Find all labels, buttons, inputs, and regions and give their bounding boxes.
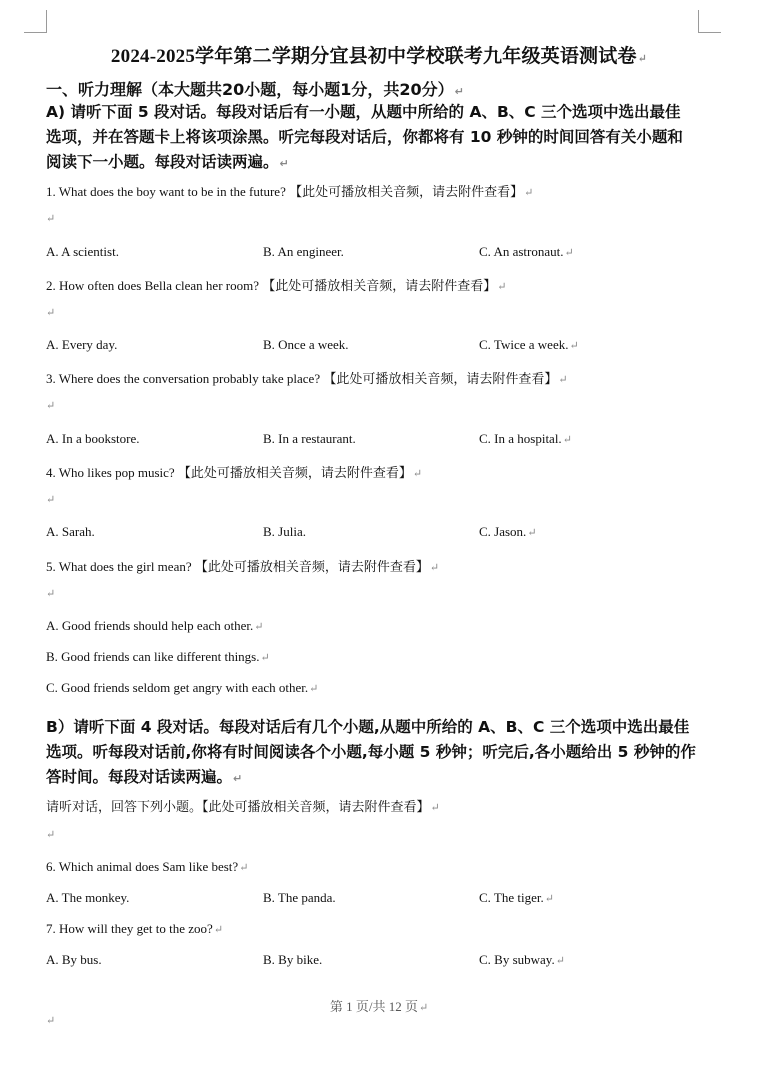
section-heading: 一、听力理解（本大题共20小题，每小题1分，共20分）↵ — [46, 80, 464, 99]
option-c: C. Jason.↵ — [479, 524, 537, 539]
option-a: A. A scientist. — [46, 244, 119, 259]
option-a: A. Every day. — [46, 337, 118, 352]
option-c: C. By subway.↵ — [479, 952, 565, 967]
option-b: B. In a restaurant. — [263, 431, 356, 446]
option-c: C. Good friends seldom get angry with each other.↵ — [46, 680, 319, 695]
crop-mark-top-right — [698, 10, 721, 33]
crop-mark-top-left — [24, 10, 47, 33]
empty-paragraph: ↵ — [46, 1015, 56, 1027]
empty-paragraph: ↵ — [46, 829, 56, 841]
empty-paragraph: ↵ — [46, 400, 56, 412]
option-c: C. Twice a week.↵ — [479, 337, 579, 352]
question-6: 6. Which animal does Sam like best?↵ — [46, 859, 249, 874]
option-b: B. Good friends can like different things.↵ — [46, 649, 270, 664]
page-title: 2024-2025学年第二学期分宜县初中学校联考九年级英语测试卷↵ — [110, 46, 648, 67]
option-a: A. By bus. — [46, 952, 102, 967]
empty-paragraph: ↵ — [46, 307, 56, 319]
option-b: B. Once a week. — [263, 337, 349, 352]
question-4: 4. Who likes pop music? 【此处可播放相关音频，请去附件查看】↵ — [46, 465, 423, 480]
empty-paragraph: ↵ — [46, 494, 56, 506]
page-footer: 第 1 页/共 12 页↵ — [329, 999, 429, 1014]
partA-line-2: 选项，并在答题卡上将该项涂黑。听完每段对话后，你都将有 10 秒钟的时间回答有关小题和 — [46, 128, 683, 146]
partB-instruction: 请听对话，回答下列小题。【此处可播放相关音频，请去附件查看】↵ — [46, 799, 440, 814]
option-c: C. The tiger.↵ — [479, 890, 554, 905]
option-c: C. An astronaut.↵ — [479, 244, 574, 259]
partA-line-3: 阅读下一小题。每段对话读两遍。↵ — [46, 153, 289, 171]
empty-paragraph: ↵ — [46, 588, 56, 600]
question-1: 1. What does the boy want to be in the future? 【此处可播放相关音频，请去附件查看】↵ — [46, 184, 534, 199]
option-a: A. Sarah. — [46, 524, 95, 539]
option-b: B. By bike. — [263, 952, 323, 967]
partA-line-1: A) 请听下面 5 段对话。每段对话后有一小题，从题中所给的 A、B、C 三个选项中选出最佳 — [46, 103, 681, 121]
option-b: B. An engineer. — [263, 244, 344, 259]
option-b: B. Julia. — [263, 524, 306, 539]
question-7: 7. How will they get to the zoo?↵ — [46, 921, 224, 936]
question-5: 5. What does the girl mean? 【此处可播放相关音频，请去附件查看】↵ — [46, 559, 440, 574]
partB-line-2: 选项。听每段对话前,你将有时间阅读各个小题,每小题 5 秒钟；听完后,各小题给出 5 秒钟的作 — [46, 743, 696, 761]
partB-line-3: 答时间。每段对话读两遍。↵ — [46, 768, 243, 786]
question-3: 3. Where does the conversation probably take place? 【此处可播放相关音频，请去附件查看】↵ — [46, 371, 568, 386]
option-a: A. The monkey. — [46, 890, 130, 905]
question-2: 2. How often does Bella clean her room? 【此处可播放相关音频，请去附件查看】↵ — [46, 278, 507, 293]
option-b: B. The panda. — [263, 890, 336, 905]
empty-paragraph: ↵ — [46, 213, 56, 225]
option-c: C. In a hospital.↵ — [479, 431, 572, 446]
partB-line-1: B）请听下面 4 段对话。每段对话后有几个小题,从题中所给的 A、B、C 三个选项中选出最佳 — [46, 718, 690, 736]
option-a: A. Good friends should help each other.↵ — [46, 618, 264, 633]
option-a: A. In a bookstore. — [46, 431, 140, 446]
